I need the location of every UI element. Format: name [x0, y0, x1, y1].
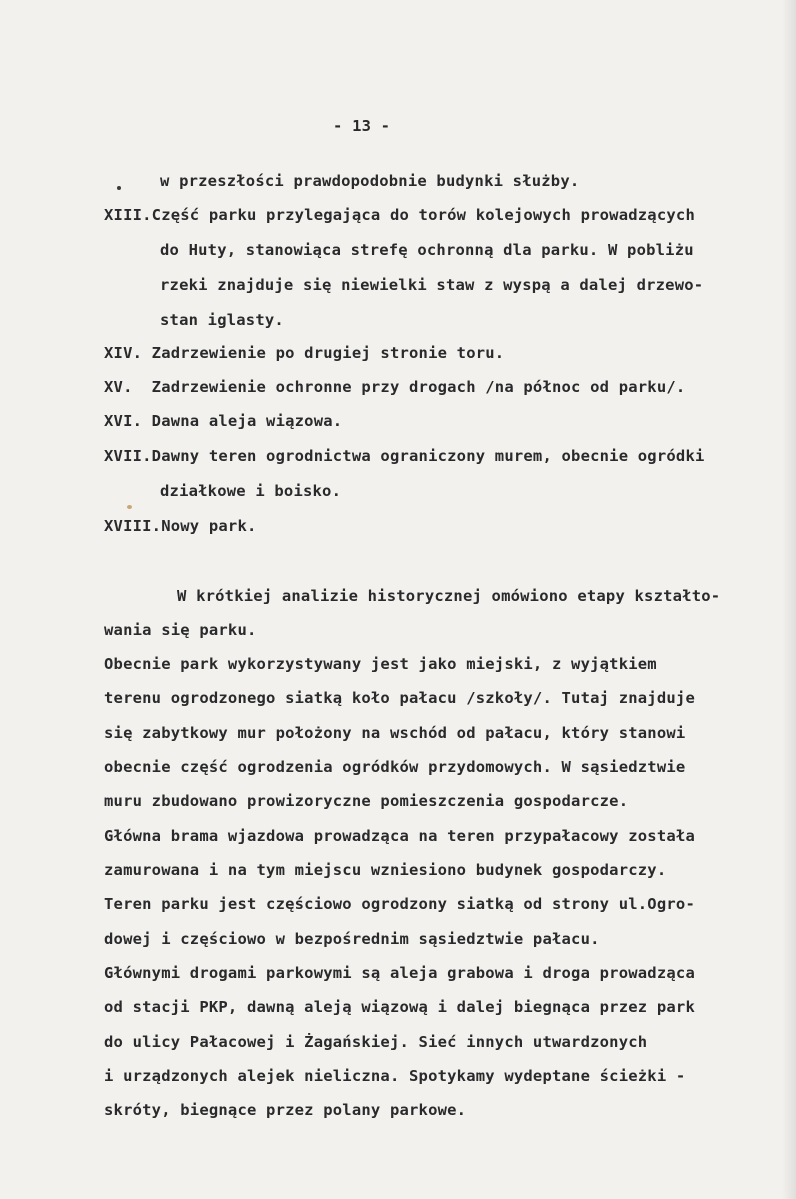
list-line: działkowe i boisko. — [160, 482, 342, 500]
stray-dot — [117, 186, 121, 190]
body-line: Główna brama wjazdowa prowadząca na teren przypałacowy została — [104, 827, 695, 845]
list-line: w przeszłości prawdopodobnie budynki służby. — [160, 172, 580, 190]
list-line: XVII.Dawny teren ogrodnictwa ograniczony murem, obecnie ogródki — [104, 447, 705, 465]
page-edge-shadow — [782, 0, 796, 1199]
body-line: skróty, biegnące przez polany parkowe. — [104, 1101, 467, 1119]
list-line: XV. Zadrzewienie ochronne przy drogach /na północ od parku/. — [104, 378, 686, 396]
list-line: XVIII.Nowy park. — [104, 517, 257, 535]
list-line: XIII.Część parku przylegająca do torów kolejowych prowadzących — [104, 206, 695, 224]
body-line: się zabytkowy mur położony na wschód od pałacu, który stanowi — [104, 724, 686, 742]
body-line: Obecnie park wykorzystywany jest jako miejski, z wyjątkiem — [104, 655, 657, 673]
body-line: muru zbudowano prowizoryczne pomieszczenia gospodarcze. — [104, 792, 629, 810]
body-line: zamurowana i na tym miejscu wzniesiono budynek gospodarczy. — [104, 861, 667, 879]
body-line: wania się parku. — [104, 621, 257, 639]
body-line: terenu ogrodzonego siatką koło pałacu /szkoły/. Tutaj znajduje — [104, 689, 695, 707]
list-line: XVI. Dawna aleja wiązowa. — [104, 412, 343, 430]
body-line: Głównymi drogami parkowymi są aleja grabowa i droga prowadząca — [104, 964, 695, 982]
body-line: do ulicy Pałacowej i Żagańskiej. Sieć innych utwardzonych — [104, 1033, 648, 1051]
body-line: W krótkiej analizie historycznej omówiono etapy kształto- — [177, 587, 721, 605]
body-line: Teren parku jest częściowo ogrodzony siatką od strony ul.Ogro- — [104, 895, 695, 913]
page-number: - 13 - — [333, 117, 391, 135]
list-line: rzeki znajduje się niewielki staw z wyspą a dalej drzewo- — [160, 276, 704, 294]
body-line: od stacji PKP, dawną aleją wiązową i dalej biegnąca przez park — [104, 998, 695, 1016]
body-line: dowej i częściowo w bezpośrednim sąsiedztwie pałacu. — [104, 930, 600, 948]
list-line: stan iglasty. — [160, 311, 284, 329]
list-line: XIV. Zadrzewienie po drugiej stronie toru. — [104, 344, 505, 362]
list-line: do Huty, stanowiąca strefę ochronną dla parku. W pobliżu — [160, 241, 694, 259]
body-line: i urządzonych alejek nieliczna. Spotykamy wydeptane ścieżki - — [104, 1067, 686, 1085]
body-line: obecnie część ogrodzenia ogródków przydomowych. W sąsiedztwie — [104, 758, 686, 776]
stray-speck — [127, 505, 132, 509]
